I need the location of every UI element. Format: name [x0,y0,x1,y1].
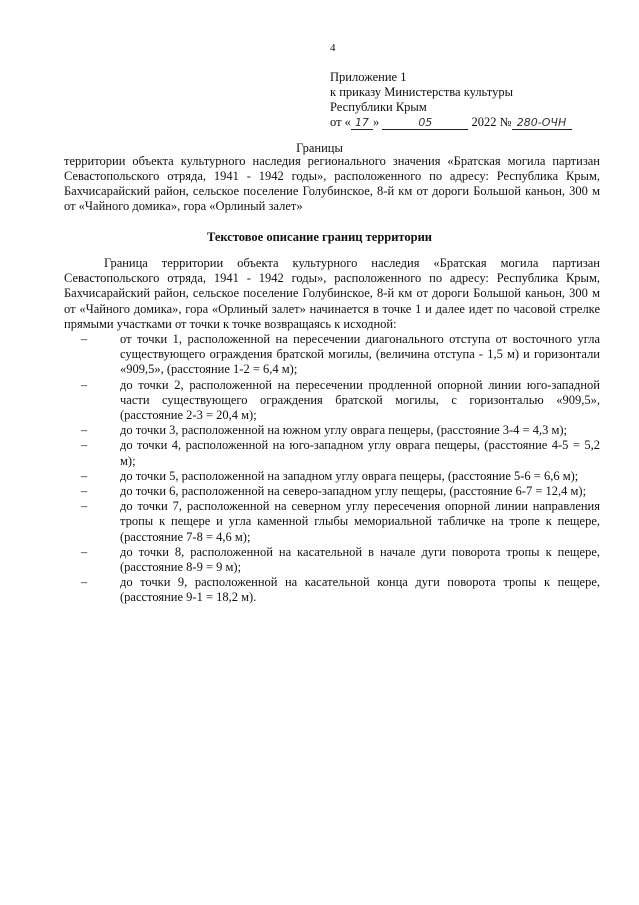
bullet-dash: – [81,484,88,499]
bullet-dash: – [81,544,88,559]
bullet-dash: – [81,377,88,392]
intro-paragraph: Граница территории объекта культурного наследия «Братская могила партизан Севастопольского отряда, 1941 - 1942 годы», расположенного по адресу: Республика Крым, Бахчисарайский район, сельское поселение Голубинское, 8-й км от дороги Большой каньон, 300 м от «Чайного домика», гора «Орлиный залет» начинается в точке 1 и далее идет по часовой стрелке прямыми участками от точки к точке возвращаясь к исходной: [64,256,600,331]
appendix-line-2: к приказу Министерства культуры [330,85,513,99]
date-prefix: от « [330,115,351,129]
order-month: 05 [382,117,468,130]
bullet-dash: – [81,438,88,453]
bullet-dash: – [81,468,88,483]
bullet-dash: – [81,332,88,346]
list-item [64,332,600,378]
order-year-text: 2022 № [471,115,512,129]
bullet-dash: – [81,423,88,438]
bullet-dash: – [81,575,88,590]
document-title: Границы [296,141,343,155]
date-mid: » [372,115,380,129]
order-number: 280-ОЧН [512,117,572,130]
appendix-line-1: Приложение 1 [330,70,407,84]
point-text: до точки 7, расположенной на северном углу пересечения опорной линии направления тропы к пещере и угла каменной глыбы мемориальной табличке на тропе к пещере, (расстояние 7-8 = 4,6 м); [120,499,600,544]
list-item [64,484,600,499]
point-text: до точки 4, расположенной на юго-западном углу оврага пещеры, (расстояние 4-5 = 5,2 м); [120,438,600,468]
point-text: до точки 5, расположенной на западном углу оврага пещеры, (расстояние 5-6 = 6,6 м); [120,468,579,483]
appendix-line-3: Республики Крым [330,100,427,114]
point-text: до точки 9, расположенной на касательной конца дуги поворота тропы к пещере, (расстояние 9-1 = 18,2 м). [120,575,600,605]
point-text: до точки 2, расположенной на пересечении продленной опорной линии юго-западной части существующего ограждения братской могилы, с горизонталью «909,5», (расстояние 2-3 = 20,4 м); [120,377,600,423]
point-text: до точки 8, расположенной на касательной в начале дуги поворота тропы к пещере, (расстояние 8-9 = 9 м); [120,544,600,575]
list-item [64,378,600,424]
point-text: до точки 3, расположенной на южном углу оврага пещеры, (расстояние 3-4 = 4,3 м); [120,423,567,438]
boundary-points-list [64,332,600,606]
list-item [64,438,600,468]
appendix-block [330,70,572,130]
list-item [64,423,600,438]
list-item [64,469,600,484]
list-item [64,575,600,605]
point-text: до точки 6, расположенной на северо-западном углу пещеры, (расстояние 6-7 = 12,4 м); [120,484,587,499]
bullet-dash: – [81,499,88,514]
document-subtitle: территории объекта культурного наследия регионального значения «Братская могила партизан Севастопольского отряда, 1941 - 1942 годы», расположенного по адресу: Республика Крым, Бахчисарайский район, сельское поселение Голубинское, 8-й км от дороги Большой каньон, 300 м от «Чайного домика», гора «Орлиный залет» [64,154,600,213]
order-day: 17 [351,117,373,130]
point-text: от точки 1, расположенной на пересечении диагонального отступа от восточного угла существующего ограждения братской могилы, (величина отступа - 1,5 м) и горизонтали «909,5», (расстояние 1-2 = 6,4 м); [120,332,600,377]
order-date-line [330,115,572,130]
page-number: 4 [330,42,336,54]
list-item [64,545,600,575]
section-heading: Текстовое описание границ территории [206,230,433,244]
list-item [64,499,600,545]
